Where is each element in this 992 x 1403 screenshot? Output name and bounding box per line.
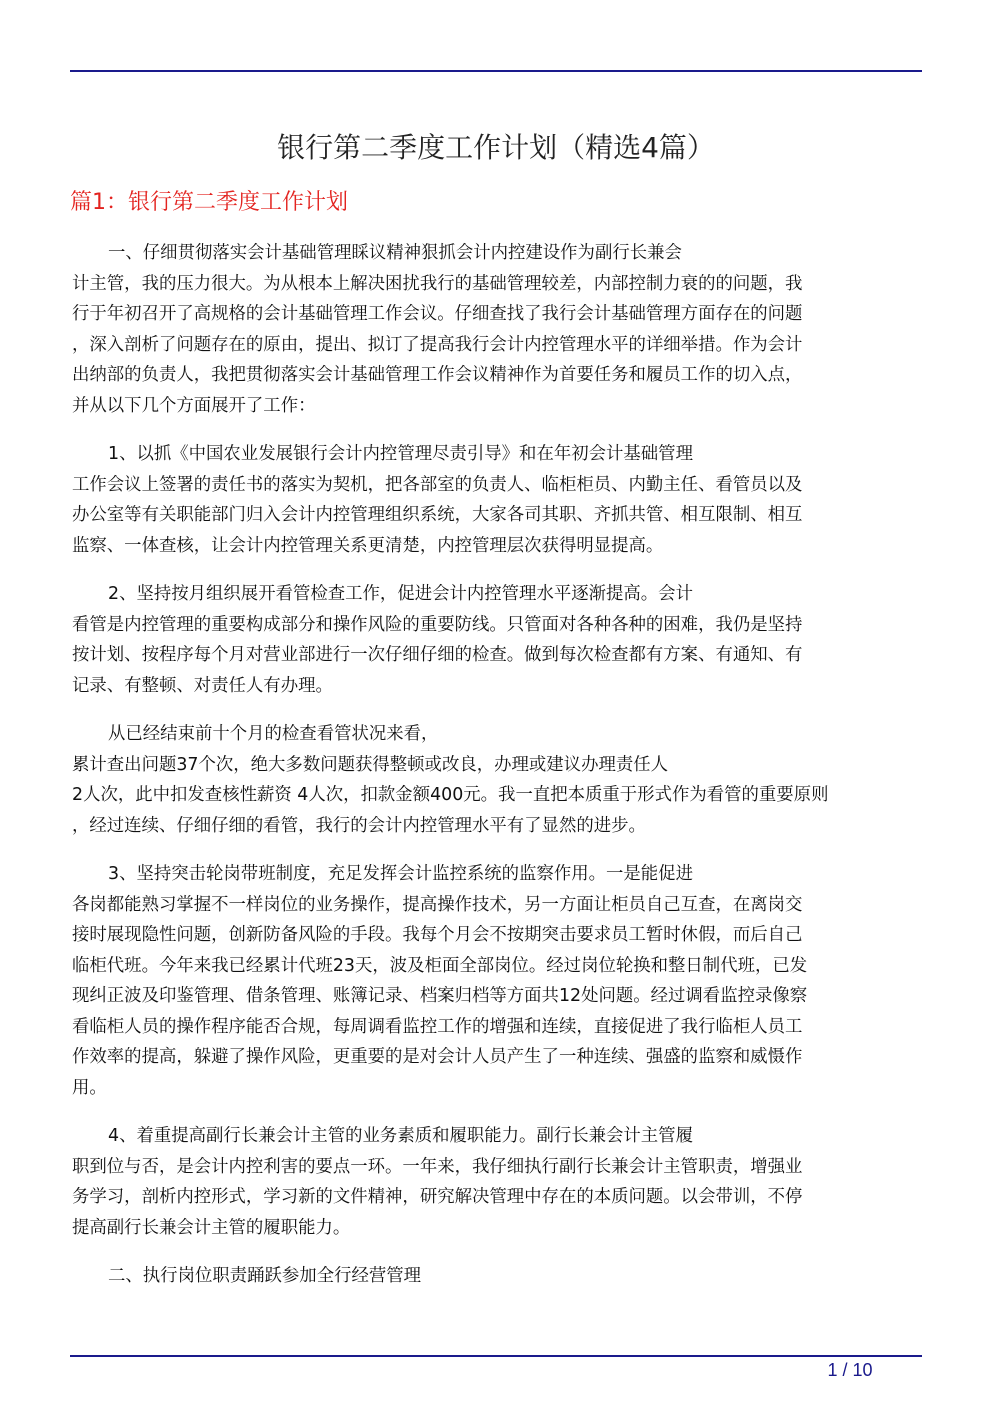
text-line: 行于年初召开了高规格的会计基础管理工作会议。仔细查找了我行会计基础管理方面存在的问题 [72, 304, 803, 324]
paragraph [72, 1261, 920, 1292]
document-body [72, 238, 920, 1310]
text-line: 累计查出问题37个次，绝大多数问题获得整顿或改良，办理或建议办理责任人 [72, 754, 669, 775]
text-line: 务学习，剖析内控形式，学习新的文件精神，研究解决管理中存在的本质问题。以会带训，不停 [72, 1187, 803, 1207]
paragraph [72, 579, 920, 701]
text-line: 办公室等有关职能部门归入会计内控管理组织系统，大家各司其职、齐抓共管、相互限制、相互 [72, 505, 803, 525]
text-line: 工作会议上签署的责任书的落实为契机，把各部室的负责人、临柜柜员、内勤主任、看管员以及 [72, 474, 803, 495]
text-line: 出纳部的负责人，我把贯彻落实会计基础管理工作会议精神作为首要任务和履员工作的切入点， [72, 365, 803, 385]
text-line: 4、着重提高副行长兼会计主管的业务素质和履职能力。副行长兼会计主管履 [108, 1126, 693, 1146]
text-line: 从已经结束前十个月的检查看管状况来看， [108, 724, 439, 744]
text-line: 现纠正波及印鉴管理、借条管理、账簿记录、档案归档等方面共12处问题。经过调看监控录像察 [72, 986, 808, 1006]
text-line: 接时展现隐性问题，创新防备风险的手段。我每个月会不按期突击要求员工暂时休假，而后自己 [72, 925, 803, 945]
text-line: ，深入剖析了问题存在的原由，提出、拟订了提高我行会计内控管理水平的详细举措。作为会计 [72, 334, 803, 355]
text-line: 作效率的提高，躲避了操作风险，更重要的是对会计人员产生了一种连续、强盛的监察和威慑作 [72, 1047, 803, 1067]
text-line: 各岗都能熟习掌握不一样岗位的业务操作，提高操作技术，另一方面让柜员自己互查，在离岗交 [72, 894, 803, 915]
text-line: 3、坚持突击轮岗带班制度，充足发挥会计监控系统的监察作用。一是能促进 [108, 864, 693, 884]
text-line: 2、坚持按月组织展开看管检查工作，促进会计内控管理水平逐渐提高。会计 [108, 584, 693, 604]
header-rule [70, 70, 922, 72]
text-line: 临柜代班。今年来我已经累计代班23天，波及柜面全部岗位。经过岗位轮换和整日制代班，已发 [72, 955, 808, 976]
document-title: 银行第二季度工作计划（精选4篇） [277, 131, 715, 164]
text-line: 监察、一体查核，让会计内控管理关系更清楚，内控管理层次获得明显提高。 [72, 535, 664, 556]
text-line: 一、仔细贯彻落实会计基础管理睬议精神狠抓会计内控建设作为副行长兼会 [108, 243, 682, 263]
paragraph [72, 439, 920, 561]
text-line: 二、执行岗位职责踊跃参加全行经营管理 [108, 1266, 422, 1286]
text-line: 看临柜人员的操作程序能否合规，每周调看监控工作的增强和连续，直接促进了我行临柜人员工 [72, 1016, 803, 1037]
text-line: 提高副行长兼会计主管的履职能力。 [72, 1217, 351, 1238]
paragraph [72, 859, 920, 1103]
text-line: 职到位与否，是会计内控利害的要点一环。一年来，我仔细执行副行长兼会计主管职责，增强业 [72, 1156, 803, 1177]
page-number: 1 / 10 [827, 1360, 873, 1380]
text-line: ，经过连续、仔细仔细的看管，我行的会计内控管理水平有了显然的进步。 [72, 815, 646, 836]
text-line: 并从以下几个方面展开了工作： [72, 395, 316, 416]
text-line: 按计划、按程序每个月对营业部进行一次仔细仔细的检查。做到每次检查都有方案、有通知、有 [72, 645, 803, 665]
section-heading: 篇1：银行第二季度工作计划 [70, 190, 348, 215]
text-line: 1、以抓《中国农业发展银行会计内控管理尽责引导》和在年初会计基础管理 [108, 444, 693, 464]
footer-rule [70, 1355, 922, 1357]
text-line: 计主管，我的压力很大。为从根本上解决困扰我行的基础管理较差，内部控制力衰的的问题，我 [72, 273, 803, 294]
text-line: 记录、有整顿、对责任人有办理。 [72, 675, 333, 696]
paragraph [72, 719, 920, 841]
paragraph [72, 1121, 920, 1243]
paragraph [72, 238, 920, 421]
text-line: 用。 [72, 1077, 107, 1098]
text-line: 2人次，此中扣发查核性薪资 4人次，扣款金额400元。我一直把本质重于形式作为看管的重要原则 [72, 785, 829, 805]
text-line: 看管是内控管理的重要构成部分和操作风险的重要防线。只管面对各种各种的困难，我仍是坚持 [72, 614, 803, 635]
